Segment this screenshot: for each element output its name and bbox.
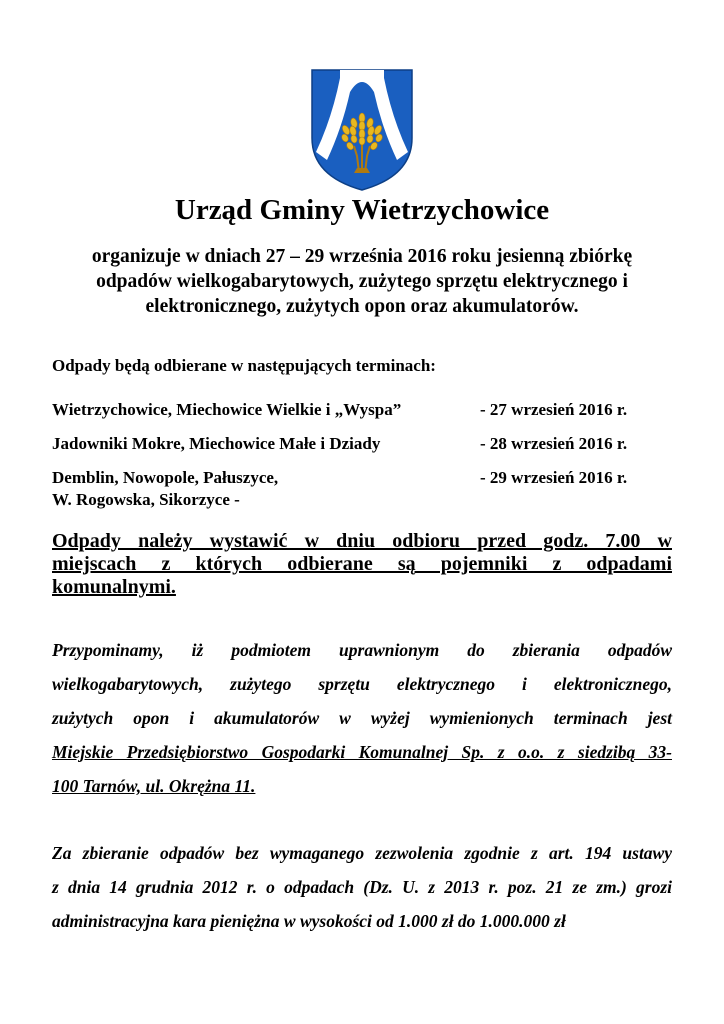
schedule-date: - 27 wrzesień 2016 r.: [480, 400, 628, 419]
schedule-date: - 28 wrzesień 2016 r.: [480, 434, 628, 453]
schedule-heading: Odpady będą odbierane w następujących terminach:: [52, 356, 436, 375]
reminder-address-line: [52, 769, 672, 803]
reminder-line: wielkogabarytowych, zużytego sprzętu elektrycznego i elektronicznego,: [52, 674, 672, 694]
reminder-company-line: Miejskie Przedsiębiorstwo Gospodarki Komunalnej Sp. z o.o. z siedzibą 33-: [52, 742, 672, 762]
schedule-row: [52, 467, 672, 511]
penalty-line: z dnia 14 grudnia 2012 r. o odpadach (Dz. U. z 2013 r. poz. 21 ze zm.) grozi: [52, 877, 672, 897]
notice-line: miejscach z których odbierane są pojemniki z odpadami: [52, 553, 672, 575]
intro-paragraph: [52, 244, 672, 319]
penalty-line: Za zbieranie odpadów bez wymaganego zezwolenia zgodnie z art. 194 ustawy: [52, 843, 672, 863]
intro-line: odpadów wielkogabarytowych, zużytego sprzętu elektrycznego i: [96, 271, 628, 292]
reminder-line: zużytych opon i akumulatorów w wyżej wymienionych terminach jest: [52, 708, 672, 728]
reminder-paragraph: [52, 633, 672, 803]
page-title: Urząd Gminy Wietrzychowice: [174, 194, 550, 226]
intro-line: elektronicznego, zużytych opon oraz akumulatorów.: [145, 296, 579, 317]
company-address: 100 Tarnów, ul. Okrężna 11.: [52, 776, 256, 796]
schedule-date: - 29 wrzesień 2016 r.: [480, 468, 628, 487]
notice-line: komunalnymi.: [52, 576, 176, 598]
penalty-line: administracyjna kara pieniężna w wysokości od 1.000 zł do 1.000.000 zł: [52, 911, 566, 931]
penalty-paragraph: [52, 836, 672, 938]
notice-line: Odpady należy wystawić w dniu odbioru przed godz. 7.00 w: [52, 530, 672, 552]
coat-of-arms: [310, 68, 414, 192]
intro-line: organizuje w dniach 27 – 29 września 2016 roku jesienną zbiórkę: [91, 246, 633, 267]
schedule-place: Jadowniki Mokre, Miechowice Małe i Dziady: [52, 434, 381, 453]
schedule-place: Demblin, Nowopole, Pałuszyce,: [52, 468, 279, 487]
reminder-line: Przypominamy, iż podmiotem uprawnionym do zbierania odpadów: [52, 640, 672, 660]
schedule-place: Wietrzychowice, Miechowice Wielkie i „Wyspa”: [52, 400, 402, 419]
collection-notice: [52, 530, 672, 599]
schedule-place-continued: W. Rogowska, Sikorzyce -: [52, 490, 240, 509]
